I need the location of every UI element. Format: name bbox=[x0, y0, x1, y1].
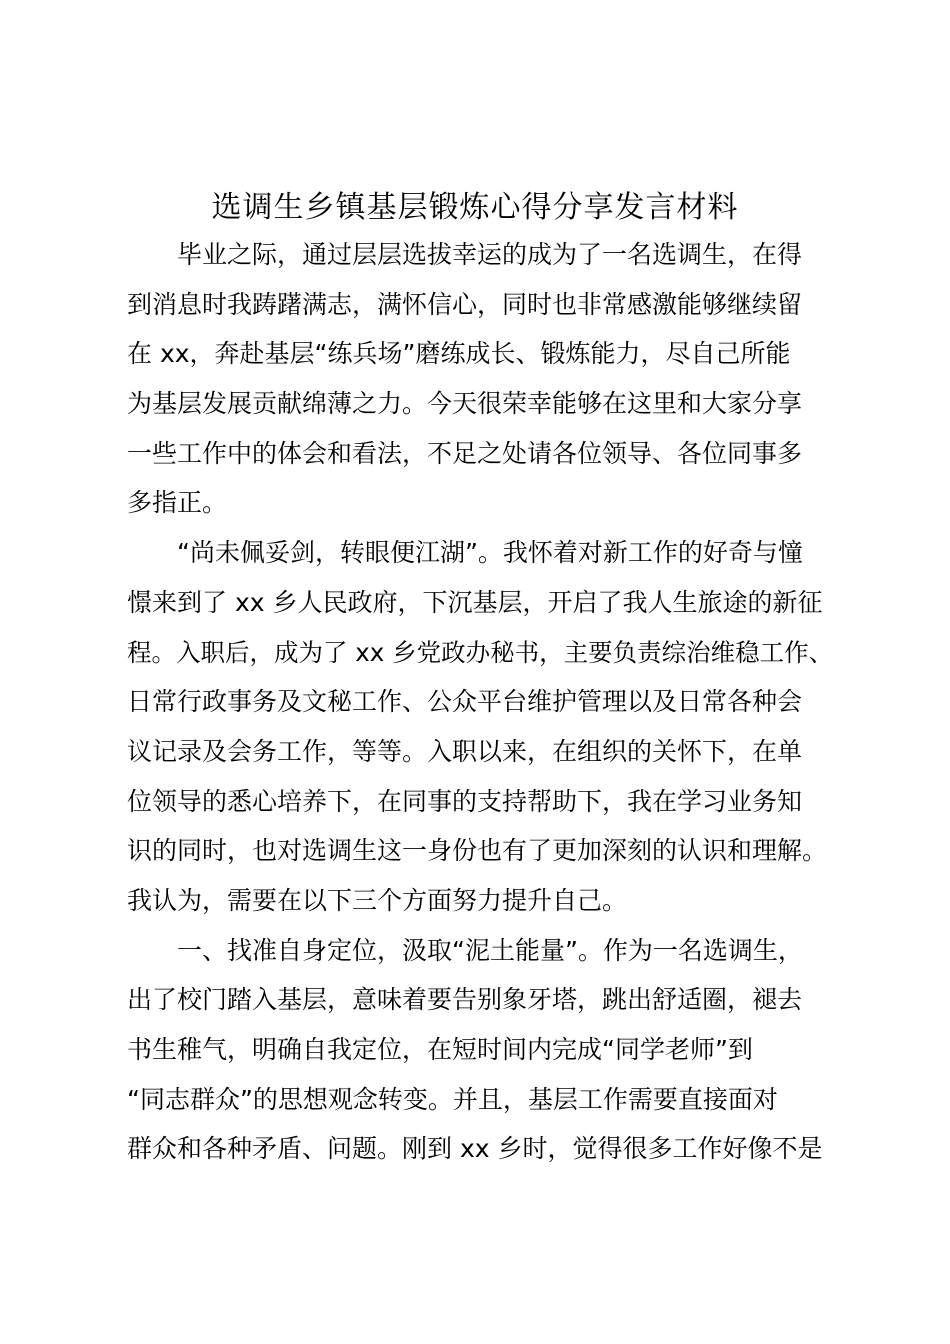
document-title: 选调生乡镇基层锻炼心得分享发言材料 bbox=[211, 190, 739, 225]
text-line bbox=[127, 727, 839, 777]
text-line bbox=[127, 826, 839, 876]
text-line bbox=[127, 1124, 839, 1174]
text-line bbox=[127, 628, 839, 678]
line-text: 憬来到了 xx 乡人民政府，下沉基层，开启了我人生旅途的新征 bbox=[127, 587, 823, 617]
line-text: 位领导的悉心培养下，在同事的支持帮助下，我在学习业务知 bbox=[127, 786, 803, 816]
paragraph-first-line bbox=[127, 528, 839, 578]
text-line bbox=[127, 975, 839, 1025]
text-line bbox=[127, 578, 839, 628]
line-text: 出了校门踏入基层，意味着要告别象牙塔，跳出舒适圈，褪去 bbox=[127, 985, 803, 1015]
line-text: “尚未佩妥剑，转眼便江湖”。我怀着对新工作的好奇与憧 bbox=[177, 538, 803, 568]
line-text: 日常行政事务及文秘工作、公众平台维护管理以及日常各种会 bbox=[127, 687, 803, 717]
text-line bbox=[127, 876, 839, 926]
line-text: 一、找准自身定位，汲取“泥土能量”。作为一名选调生， bbox=[177, 935, 803, 965]
document-body bbox=[127, 230, 839, 1174]
text-line bbox=[127, 429, 839, 479]
line-text: 我认为，需要在以下三个方面努力提升自己。 bbox=[127, 885, 628, 915]
line-text: 程。入职后，成为了 xx 乡党政办秘书，主要负责综治维稳工作、 bbox=[127, 637, 834, 667]
line-text: 为基层发展贡献绵薄之力。今天很荣幸能够在这里和大家分享 bbox=[127, 389, 803, 419]
line-text: 书生稚气，明确自我定位，在短时间内完成“同学老师”到 bbox=[127, 1035, 753, 1064]
line-text: 在 xx，奔赴基层“练兵场”磨练成长、锻炼能力，尽自己所能 bbox=[127, 339, 791, 369]
line-text: “同志群众”的思想观念转变。并且，基层工作需要直接面对 bbox=[127, 1084, 778, 1114]
text-line bbox=[127, 1025, 839, 1075]
paragraph-first-line bbox=[127, 926, 839, 976]
text-line bbox=[127, 329, 839, 379]
line-text: 毕业之际，通过层层选拔幸运的成为了一名选调生，在得 bbox=[177, 240, 803, 269]
text-line bbox=[127, 280, 839, 330]
text-line bbox=[127, 677, 839, 727]
line-text: 多指正。 bbox=[127, 488, 228, 518]
line-text: 一些工作中的体会和看法，不足之处请各位领导、各位同事多 bbox=[127, 438, 803, 468]
line-text: 群众和各种矛盾、问题。刚到 xx 乡时，觉得很多工作好像不是 bbox=[127, 1134, 823, 1164]
line-text: 识的同时，也对选调生这一身份也有了更加深刻的认识和理解。 bbox=[127, 836, 828, 866]
text-line bbox=[127, 1075, 839, 1125]
paragraph-first-line bbox=[127, 230, 839, 280]
text-line bbox=[127, 379, 839, 429]
text-line bbox=[127, 478, 839, 528]
text-line bbox=[127, 777, 839, 827]
line-text: 到消息时我踌躇满志，满怀信心，同时也非常感激能够继续留 bbox=[127, 289, 803, 319]
line-text: 议记录及会务工作，等等。入职以来，在组织的关怀下，在单 bbox=[127, 736, 803, 766]
